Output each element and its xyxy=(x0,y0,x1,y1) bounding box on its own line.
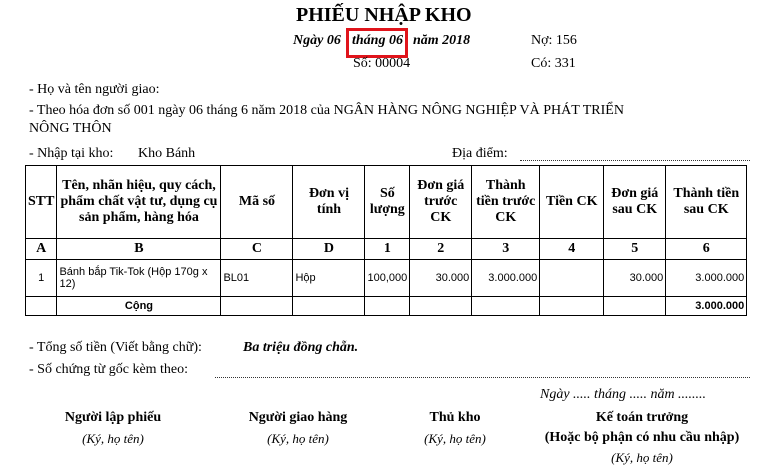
voucher-number: Số: 00004 xyxy=(353,56,411,71)
col-amount-after: Thành tiền sau CK xyxy=(666,166,747,239)
signature-subtitle: (Ký, họ tên) xyxy=(424,431,486,446)
total-value: 3.000.000 xyxy=(666,297,747,316)
col-qty: Số lượng xyxy=(365,166,410,239)
signature-preparer xyxy=(48,410,178,447)
col-amount-before: Thành tiền trước CK xyxy=(472,166,540,239)
location-label: Địa điểm: xyxy=(452,146,508,161)
col-unit: Đơn vị tính xyxy=(293,166,365,239)
col-discount: Tiền CK xyxy=(540,166,604,239)
signature-subtitle: (Ký, họ tên) xyxy=(611,450,673,465)
total-label: Cộng xyxy=(57,297,221,316)
document-title: PHIẾU NHẬP KHO xyxy=(296,4,472,26)
row-qty: 100,000 xyxy=(365,260,410,297)
col-price-before: Đơn giá trước CK xyxy=(410,166,472,239)
row-amount-before: 3.000.000 xyxy=(472,260,540,297)
date-month: tháng 06 xyxy=(352,33,403,48)
signature-title: Người lập phiếu xyxy=(64,410,162,425)
col-stt: STT xyxy=(26,166,57,239)
location-dotted-line xyxy=(520,160,750,161)
index-cell: 4 xyxy=(540,239,604,260)
signature-subtitle: (Ký, họ tên) xyxy=(82,431,144,446)
row-discount xyxy=(540,260,604,297)
index-cell: D xyxy=(293,239,365,260)
col-price-after: Đơn giá sau CK xyxy=(604,166,666,239)
warehouse-value: Kho Bánh xyxy=(138,146,196,161)
row-price-before: 30.000 xyxy=(410,260,472,297)
goods-table xyxy=(25,165,747,316)
credit-account: Có: 331 xyxy=(531,56,576,71)
date-day: Ngày 06 xyxy=(293,33,341,48)
date-blank: Ngày ..... tháng ..... năm ........ xyxy=(540,387,707,402)
col-name: Tên, nhãn hiệu, quy cách, phẩm chất vật tư, dụng cụ sản phẩm, hàng hóa xyxy=(57,166,221,239)
row-price-after: 30.000 xyxy=(604,260,666,297)
invoice-line-1: - Theo hóa đơn số 001 ngày 06 tháng 6 năm 2018 của NGÂN HÀNG NÔNG NGHIỆP VÀ PHÁT TRIỂN xyxy=(29,103,624,118)
table-row xyxy=(26,260,747,297)
signature-title-note: (Hoặc bộ phận có nhu cầu nhập) xyxy=(544,430,740,445)
index-cell: 6 xyxy=(666,239,747,260)
warehouse-label: - Nhập tại kho: xyxy=(29,146,114,161)
index-cell: 2 xyxy=(410,239,472,260)
index-cell: 1 xyxy=(365,239,410,260)
index-cell: C xyxy=(221,239,293,260)
row-code: BL01 xyxy=(221,260,293,297)
debit-account: Nợ: 156 xyxy=(531,33,577,48)
index-cell: B xyxy=(57,239,221,260)
table-index-row xyxy=(26,239,747,260)
invoice-line-2: NÔNG THÔN xyxy=(29,121,112,136)
signature-deliverer xyxy=(228,410,368,447)
signature-title: Người giao hàng xyxy=(248,410,348,425)
row-stt: 1 xyxy=(26,260,57,297)
row-name: Bánh bắp Tik-Tok (Hộp 170g x 12) xyxy=(57,260,221,297)
total-words-value: Ba triệu đồng chẵn. xyxy=(243,340,359,355)
attached-docs-dotted-line xyxy=(215,377,750,378)
signature-subtitle: (Ký, họ tên) xyxy=(267,431,329,446)
table-total-row xyxy=(26,297,747,316)
index-cell: 5 xyxy=(604,239,666,260)
deliverer-label: - Họ và tên người giao: xyxy=(29,82,160,97)
table-header-row xyxy=(26,166,747,239)
index-cell: 3 xyxy=(472,239,540,260)
signature-storekeeper xyxy=(400,410,510,447)
col-code: Mã số xyxy=(221,166,293,239)
index-cell: A xyxy=(26,239,57,260)
signature-title: Kế toán trưởng xyxy=(595,410,689,425)
signature-title: Thủ kho xyxy=(429,410,481,425)
row-unit: Hộp xyxy=(293,260,365,297)
signature-chief-accountant xyxy=(522,410,762,466)
total-words-label: - Tổng số tiền (Viết bằng chữ): xyxy=(29,340,202,355)
row-amount-after: 3.000.000 xyxy=(666,260,747,297)
date-year: năm 2018 xyxy=(413,33,471,48)
attached-docs-label: - Số chứng từ gốc kèm theo: xyxy=(29,362,189,377)
